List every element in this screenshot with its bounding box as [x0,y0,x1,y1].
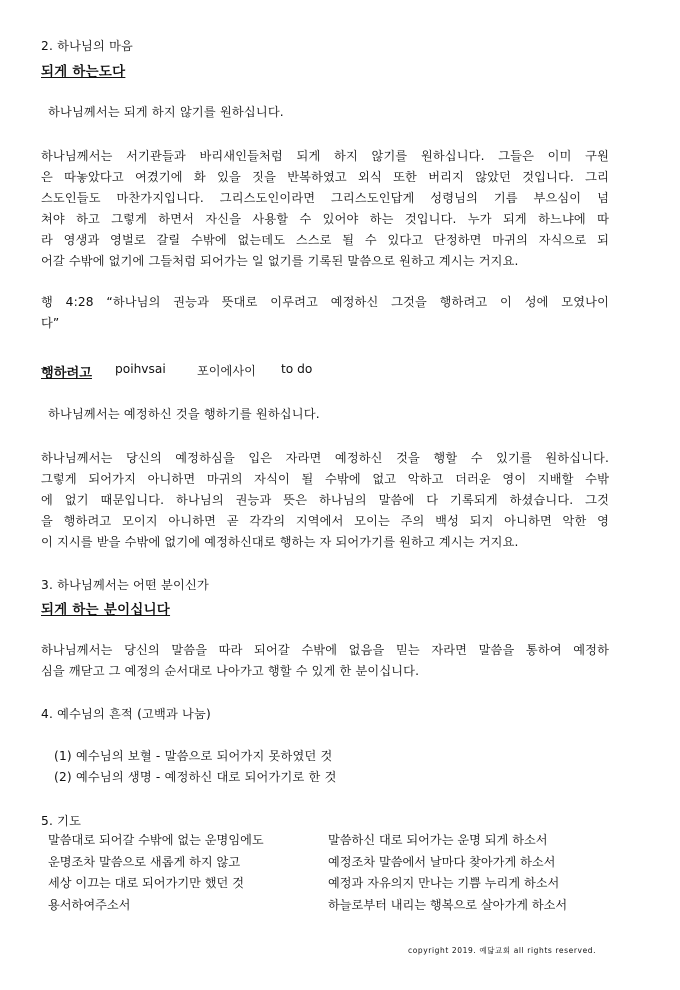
paragraph-line: 하나님께서는 당신의 말씀을 따라 되어갈 수밖에 없음을 믿는 자라면 말씀을 통하여 예정하 [41,643,609,657]
word-english: to do [281,362,313,376]
section-3-paragraph [41,640,609,682]
section-4-item: (2) 예수님의 생명 - 예정하신 대로 되어가기로 한 것 [54,770,337,784]
copyright-footer: copyright 2019. 예닮교회 all rights reserved. [408,946,597,955]
prayer-line: 예정조차 말씀에서 날마다 찾아가게 하소서 [328,854,556,869]
prayer-right-column [328,830,567,916]
section-4-heading: 4. 예수님의 흔적 (고백과 나눔) [41,707,211,721]
prayer-line: 운명조차 말씀으로 새롭게 하지 않고 [48,854,241,869]
word-korean: 행하려고 [41,366,92,381]
section-3-title: 되게 하는 분이십니다 [41,603,171,618]
prayer-line: 말씀하신 대로 되어가는 운명 되게 하소서 [328,833,548,847]
prayer-line: 예정과 자유의지 만나는 기쁨 누리게 하소서 [328,876,560,890]
verse-line: 다” [41,316,60,330]
verse-line: 행 4:28 “하나님의 권능과 뜻대로 이루려고 예정하신 그것을 행하려고 이 성에 모였나이 [41,295,609,309]
paragraph-line: 쳐야 하고 그렇게 하면서 자신을 사용할 수 있어야 하는 것입니다. 누가 되게 하느냐에 따 [41,212,609,226]
section-4-item: (1) 예수님의 보혈 - 말씀으로 되어가지 못하였던 것 [54,749,333,763]
paragraph-line: 그렇게 되어가지 아니하면 마귀의 자식이 될 수밖에 없고 악하고 더러운 영이 지배할 수밖 [41,472,609,486]
word-study-row [41,362,313,381]
prayer-left-column [48,830,264,916]
section-2b-paragraph [41,448,609,553]
section-5-heading: 5. 기도 [41,814,82,828]
paragraph-line: 에 없기 때문입니다. 하나님의 권능과 뜻은 하나님의 말씀에 다 기록되게 하셨습니다. 그것 [41,493,609,507]
paragraph-line: 이 지시를 받을 수밖에 없기에 예정하신대로 행하는 자 되어가기를 원하고 계시는 거지요. [41,535,519,549]
prayer-line: 세상 이끄는 대로 되어가기만 했던 것 [48,876,244,890]
verse-quote [41,292,609,334]
paragraph-line: 은 따놓았다고 여겼기에 화 있을 짓을 반복하였고 외식 또한 버리지 않았던 것입니다. 그리 [41,170,609,184]
paragraph-line: 스도인들도 마찬가지입니다. 그리스도인이라면 그리스도인답게 성령님의 기름 부으심이 넘 [41,191,609,205]
word-pronunciation: 포이에사이 [197,364,256,378]
paragraph-line: 하나님께서는 당신의 예정하심을 입은 자라면 예정하신 것을 행할 수 있기를 원하십니다. [41,451,609,465]
prayer-line: 하늘로부터 내리는 행복으로 살아가게 하소서 [328,897,568,912]
paragraph-line: 어갈 수밖에 없기에 그들처럼 되어가는 일 없기를 기록된 말씀으로 원하고 계시는 거지요. [41,254,519,268]
paragraph-line: 라 영생과 영벌로 갈릴 수밖에 없는데도 스스로 될 수 있다고 단정하면 마귀의 자식으로 되 [41,233,609,247]
paragraph-line: 하나님께서는 서기관들과 바리새인들처럼 되게 하지 않기를 원하십니다. 그들은 이미 구원 [41,149,609,163]
paragraph-line: 을 행하려고 모이지 아니하면 곧 각각의 지역에서 모이는 주의 백성 되지 아니하면 악한 영 [41,514,609,528]
section-3-heading: 3. 하나님께서는 어떤 분이신가 [41,578,209,592]
section-2-heading: 2. 하나님의 마음 [41,39,134,53]
section-2-intro: 하나님께서는 되게 하지 않기를 원하십니다. [48,105,284,119]
prayer-line: 용서하여주소서 [48,897,131,912]
paragraph-line: 심을 깨닫고 그 예정의 순서대로 나아가고 행할 수 있게 한 분이십니다. [41,664,420,678]
prayer-line: 말씀대로 되어갈 수밖에 없는 운명임에도 [48,833,264,847]
section-2b-intro: 하나님께서는 예정하신 것을 행하기를 원하십니다. [48,407,320,421]
section-2-paragraph [41,146,609,272]
section-2-title: 되게 하는도다 [41,65,126,80]
word-greek: poihvsai [115,362,166,376]
